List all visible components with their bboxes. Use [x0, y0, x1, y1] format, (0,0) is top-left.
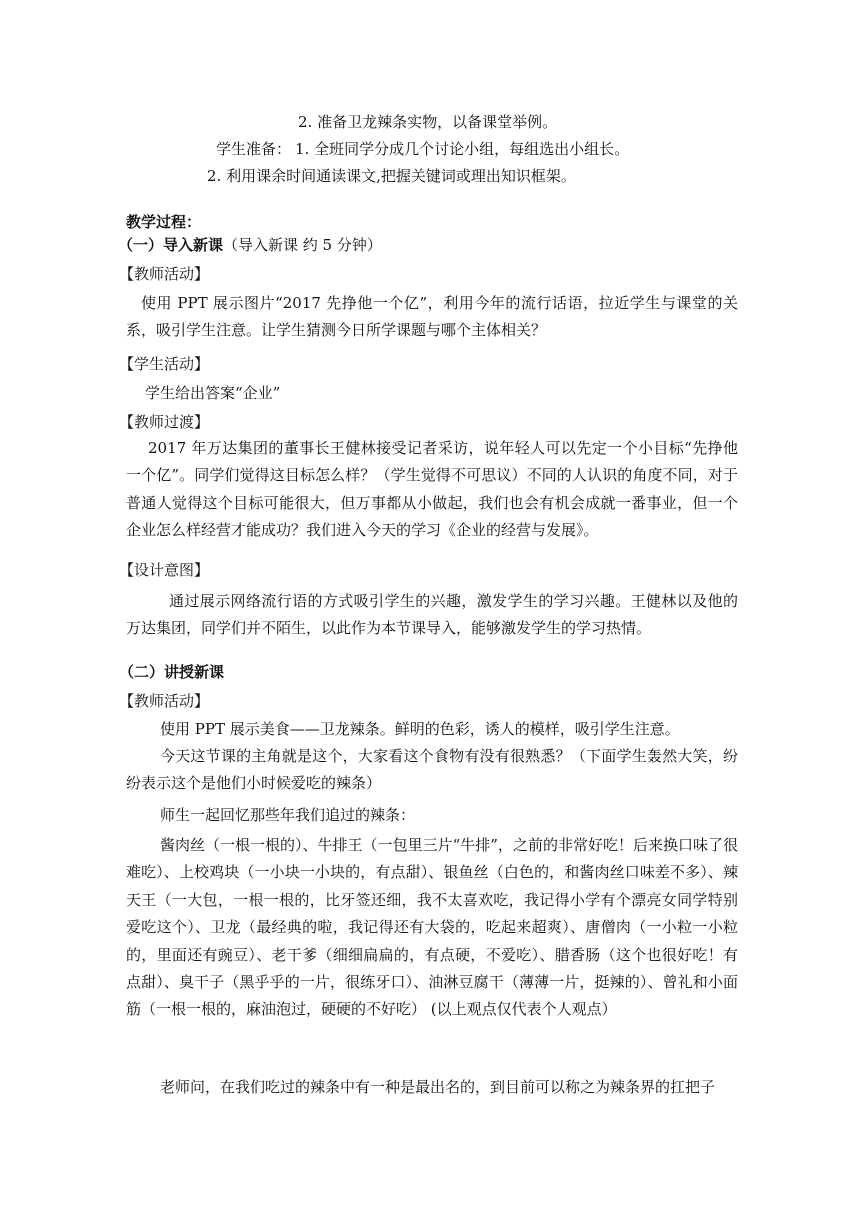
- section-1-design-text: 通过展示网络流行语的方式吸引学生的兴趣，激发学生的学习兴趣。王健林以及他的万达集团，同学们并不陌生，以此作为本节课导入，能够激发学生的学习热情。: [126, 592, 738, 638]
- section-2-paragraph-2: 今天这节课的主角就是这个，大家看这个食物有没有很熟悉？（下面学生轰然大笑，纷纷表示这个是他们小时候爱吃的辣条）: [126, 747, 738, 793]
- section-1-teacher-activity-label: 【教师活动】: [119, 265, 210, 283]
- section-1-transition-text: 2017 年万达集团的董事长王健林接受记者采访，说年轻人可以先定一个小目标“先挣他一个亿”。同学们觉得这目标怎么样？（学生觉得不可思议）不同的人认识的角度不同，对于普通人觉得这个目标可能很大，但万事都从小做起，我们也会有机会成就一番事业，但一个企业怎么样经营才能成功？我们进入今天的学习《企业的经营与发展》。: [126, 439, 738, 540]
- student-prep-item-2: 2. 利用课余时间通读课文,把握关键词或理出知识框架。: [207, 167, 576, 185]
- student-prep-label: 学生准备：: [216, 140, 292, 158]
- student-prep-item-1: 1. 全班同学分成几个讨论小组，每组选出小组长。: [295, 140, 630, 158]
- section-2-paragraph-1: 使用 PPT 展示美食——卫龙辣条。鲜明的色彩，诱人的模样，吸引学生注意。: [160, 720, 680, 738]
- section-1-transition-label: 【教师过渡】: [119, 413, 210, 431]
- section-1-student-activity-text: 学生给出答案“企业”: [145, 384, 281, 402]
- section-2-paragraph-3: 师生一起回忆那些年我们追过的辣条：: [160, 806, 416, 824]
- section-2-paragraph-5: 老师问，在我们吃过的辣条中有一种是最出名的，到目前可以称之为辣条界的扛把子: [160, 1078, 716, 1096]
- student-prep-line: [216, 139, 629, 159]
- section-1-student-activity-label: 【学生活动】: [119, 355, 210, 373]
- section-1-heading: [118, 235, 382, 255]
- section-2-paragraph-4: 酱肉丝（一根一根的）、牛排王（一包里三片“牛排”，之前的非常好吃！后来换口味了很难吃）、上校鸡块（一小块一小块的，有点甜）、银鱼丝（白色的，和酱肉丝口味差不多）、辣天王（一大包，一根一根的，比牙签还细，我不太喜欢吃，我记得小学有个漂亮女同学特别爱吃这个）、卫龙（最经典的啦，我记得还有大袋的，吃起来超爽）、唐僧肉（一小粒一小粒的，里面还有豌豆）、老干爹（细细扁扁的，有点硬，不爱吃）、腊香肠（这个也很好吃！有点甜）、臭干子（黑乎乎的一片，很练牙口）、油淋豆腐干（薄薄一片，挺辣的）、曾礼和小面筋（一根一根的，麻油泡过，硬硬的不好吃） (以上观点仅代表个人观点）: [126, 836, 738, 1019]
- section-1-subtitle: （导入新课 约 5 分钟）: [223, 236, 382, 254]
- section-2-teacher-activity-label: 【教师活动】: [119, 692, 210, 710]
- section-1-title: （一）导入新课: [118, 236, 224, 254]
- prep-item-2: 2. 准备卫龙辣条实物，以备课堂举例。: [298, 113, 558, 131]
- section-1-design-label: 【设计意图】: [119, 561, 210, 579]
- section-2-title: （二）讲授新课: [119, 663, 225, 681]
- teaching-process-title: 教学过程：: [126, 213, 202, 231]
- section-1-teacher-activity-text: 使用 PPT 展示图片“2017 先挣他一个亿”，利用今年的流行话语，拉近学生与课堂的关系，吸引学生注意。让学生猜测今日所学课题与哪个主体相关？: [126, 294, 738, 340]
